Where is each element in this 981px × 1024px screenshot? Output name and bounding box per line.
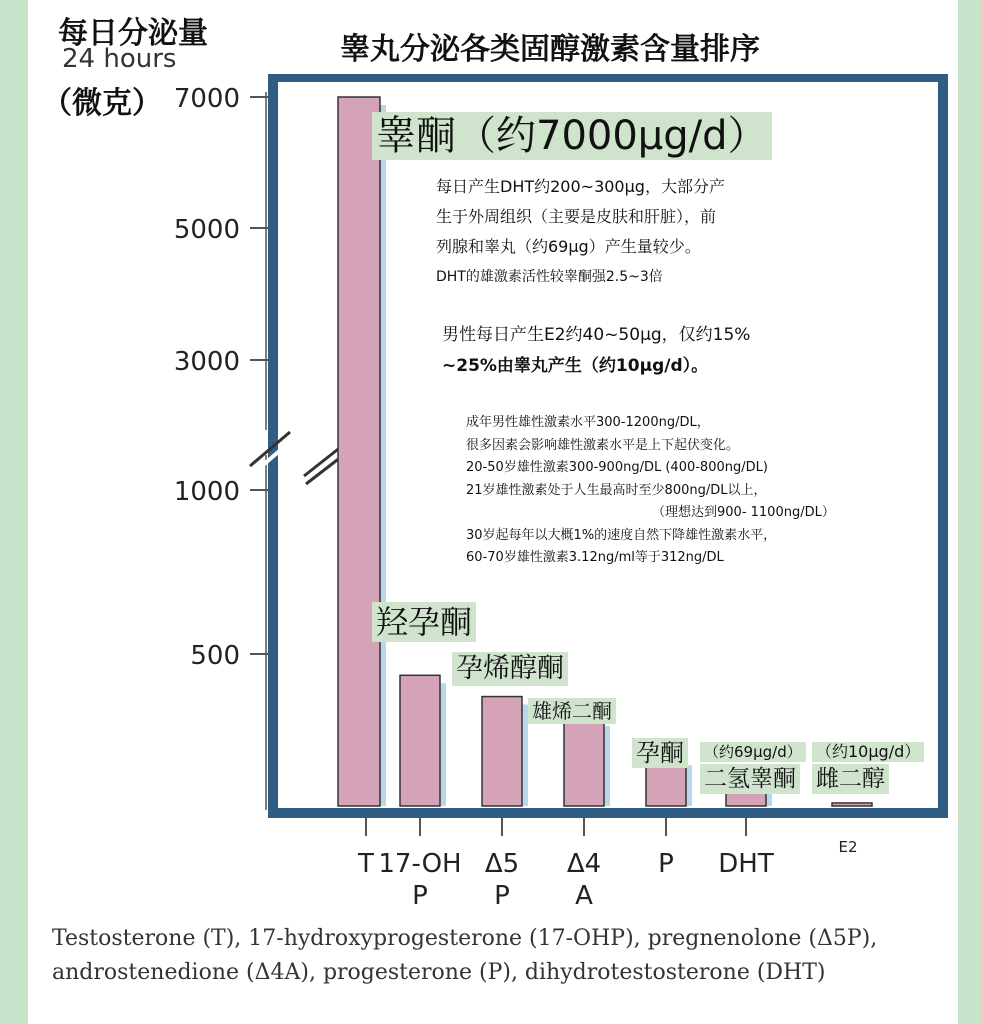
x-tick-label: P [658,849,674,879]
x-tick-label: Δ5 [484,849,520,879]
note-levels-line: 成年男性雄性激素水平300-1200ng/DL， [466,415,710,430]
footer-line: Testosterone (T), 17-hydroxyprogesterone (17-OHP), pregnenolone (Δ5P), [52,926,878,951]
note-e2 [442,320,862,382]
footer-line: androstenedione (Δ4A), progesterone (P), dihydrotestosterone (DHT) [52,960,826,985]
y-tick-label: 5000 [173,215,240,245]
note-levels-line: 20-50岁雄性激素300-900ng/DL (400-800ng/DL) [466,460,768,475]
bar [482,697,522,806]
x-tick-label-line2: A [575,881,593,911]
x-tick-label: Δ4 [566,849,602,879]
y-axis-title-en: 24 hours [62,44,177,74]
bar-sublabel-dht: （约69μg/d） [700,742,806,762]
note-dht-line: DHT的雄激素活性较睾酮强2.5~3倍 [436,269,663,285]
note-levels-line: 很多因素会影响雄性激素水平是上下起伏变化。 [466,437,740,453]
bar-label-androstenedione: 雄烯二酮 [528,698,616,724]
bar-label-17ohp: 羟孕酮 [372,602,476,642]
bar [564,718,604,806]
bar [400,675,440,806]
note-levels-line: 21岁雄性激素处于人生最高时至少800ng/DL以上， [466,482,767,498]
note-levels-line: 30岁起每年以大概1%的速度自然下降雄性激素水平， [466,527,777,543]
footer-legend [52,922,952,990]
x-tick-label: 17-OH [378,849,462,879]
bar [832,803,872,806]
y-tick-label: 7000 [173,84,240,114]
chart-title: 睾丸分泌各类固醇激素含量排序 [340,32,760,67]
bar-label-progesterone: 孕酮 [632,738,688,768]
note-e2-line: ~25%由睾丸产生（约10μg/d）。 [442,356,709,376]
note-dht [436,172,856,292]
bar-label-t: 睾酮（约7000μg/d） [372,112,772,160]
x-tick-label: DHT [718,849,774,879]
y-tick-label: 1000 [173,477,240,507]
note-dht-line: 生于外周组织（主要是皮肤和肝脏），前 [436,207,717,226]
bar-sublabel-e2: （约10μg/d） [812,742,924,762]
x-tick-label: T [358,849,374,879]
y-axis-title-cn: 每日分泌量 [58,16,208,51]
note-dht-line: 每日产生DHT约200~300μg，大部分产 [436,177,725,196]
x-tick-label: E2 [838,838,858,856]
note-levels-line: （理想达到900- 1100ng/DL） [652,505,835,520]
bar [338,97,380,806]
bar-label-e2: 雌二醇 [812,764,889,794]
bar-label-pregnenolone: 孕烯醇酮 [452,652,568,686]
bar-label-dht: 二氢睾酮 [700,764,800,794]
note-dht-line: 列腺和睾丸（约69μg）产生量较少。 [436,237,701,256]
note-levels [466,412,906,570]
y-tick-label: 3000 [173,347,240,377]
y-axis-unit: （微克） [42,86,162,121]
note-levels-line: 60-70岁雄性激素3.12ng/ml等于312ng/DL [466,550,724,565]
x-tick-label-line2: P [412,881,428,911]
note-e2-line: 男性每日产生E2约40~50μg，仅约15% [442,325,751,345]
y-tick-label: 500 [190,641,240,671]
x-tick-label-line2: P [494,881,510,911]
page [28,0,958,1024]
